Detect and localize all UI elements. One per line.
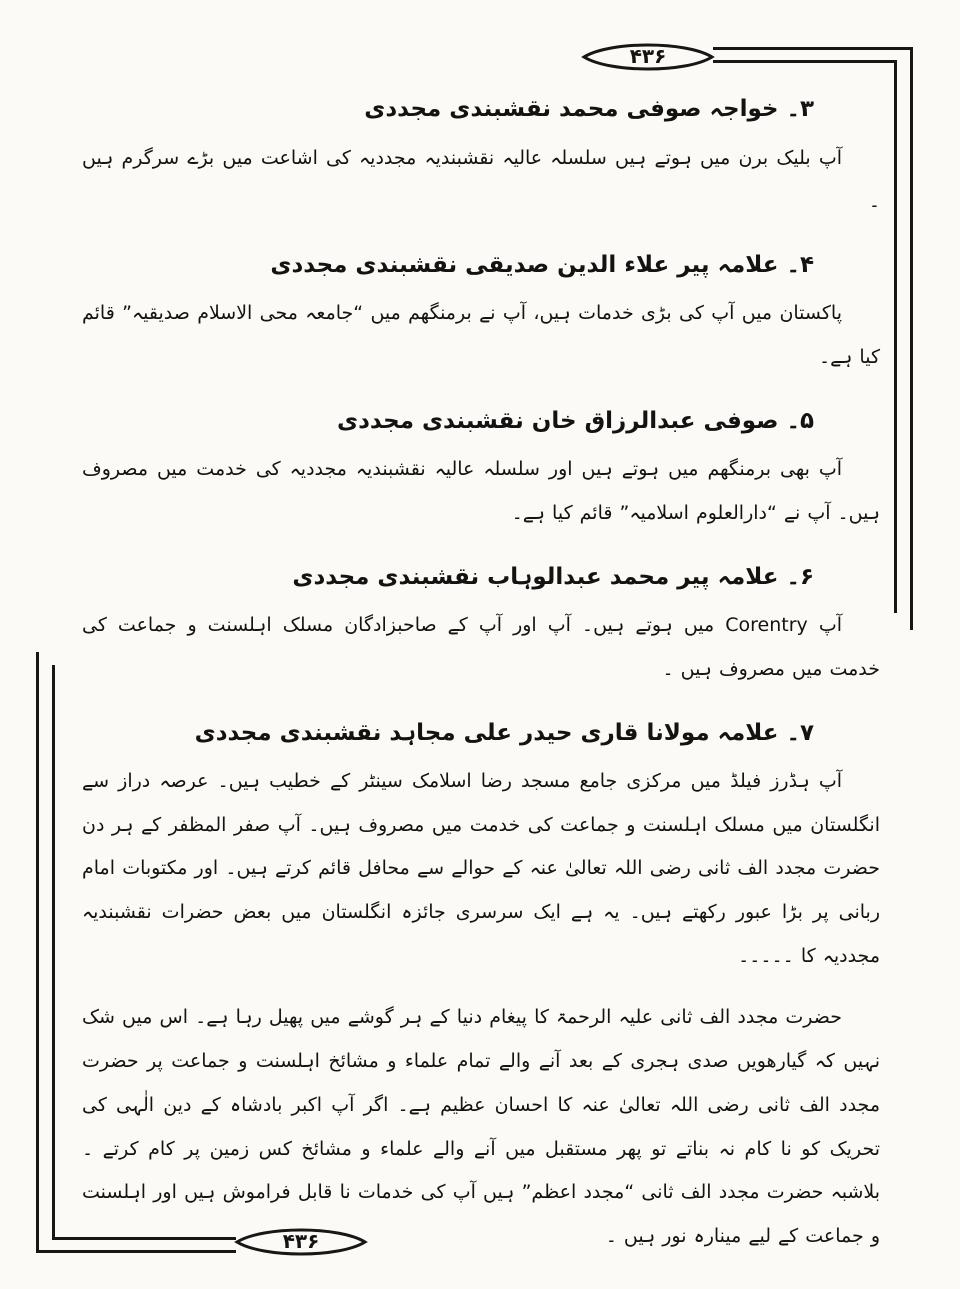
border-line-left-outer [36, 652, 39, 1253]
page-number-bottom: ۴۳۶ [282, 1229, 320, 1253]
section-heading-7: ۷۔ علامہ مولانا قاری حیدر علی مجاہد نقشبندی مجددی [194, 719, 814, 746]
section-heading-5: ۵۔ صوفی عبدالرزاق خان نقشبندی مجددی [336, 407, 814, 434]
section-heading-4: ۴۔ علامہ پیر علاء الدین صدیقی نقشبندی مجددی [270, 251, 814, 278]
border-line-top-inner [713, 60, 897, 63]
border-line-right-inner [894, 60, 897, 613]
page-content [82, 92, 880, 1259]
section-heading-6: ۶۔ علامہ پیر محمد عبدالوہاب نقشبندی مجددی [292, 563, 814, 590]
section-body-6: آپ Corentry میں ہوتے ہیں۔ آپ اور آپ کے صاحبزادگان مسلک اہلسنت و جماعت کی خدمت میں مصروف ہیں ۔ [82, 614, 880, 680]
section-body-7: آپ ہڈرز فیلڈ میں مرکزی جامع مسجد رضا اسلامک سینٹر کے خطیب ہیں۔ عرصہ دراز سے انگلستان میں مسلک اہلسنت و جماعت کی خدمت میں مصروف ہیں۔ آپ صفر المظفر کے ہر دن حضرت مجدد الف ثانی رضی اللہ تعالیٰ عنہ کے حوالے سے محافل قائم کرتے ہیں۔ اور مکتوبات امام ربانی پر بڑا عبور رکھتے ہیں۔ یہ ہے ایک سرسری جائزہ انگلستان میں بعض حضرات نقشبندیہ مجددیہ کا ۔۔۔۔۔ [82, 770, 880, 967]
border-line-left-inner [52, 665, 55, 1240]
border-line-top-outer [713, 47, 913, 50]
section-body-3: آپ بلیک برن میں ہوتے ہیں سلسلہ عالیہ نقشبندیہ مجددیہ کی اشاعت میں بڑے سرگرم ہیں ۔ [82, 146, 880, 213]
closing-paragraph: حضرت مجدد الف ثانی علیہ الرحمۃ کا پیغام دنیا کے ہر گوشے میں پھیل رہا ہے۔ اس میں شک نہیں کہ گیارھویں صدی ہجری کے بعد آنے والے تمام علماء و مشائخ اہلسنت و جماعت پر حضرت مجدد الف ثانی رضی اللہ تعالیٰ عنہ کا احسان عظیم ہے۔ اگر آپ اکبر بادشاہ کے دین الٰہی کی تحریک کو نا کام نہ بناتے تو پھر مستقبل میں آنے والے علماء و مشائخ کس زمین پر کام کرتے ۔ بلاشبہ حضرت مجدد الف ثانی “مجدد اعظم” ہیں آپ کی خدمات نا قابل فراموش ہیں اور اہلسنت و جماعت کے لیے مینارہ نور ہیں ۔ [82, 1006, 880, 1247]
section-body-4: پاکستان میں آپ کی بڑی خدمات ہیں، آپ نے برمنگھم میں “جامعہ محی الاسلام صدیقیہ” قائم کیا ہے۔ [82, 302, 880, 369]
page-number-top: ۴۳۶ [629, 44, 667, 68]
section-heading-3: ۳۔ خواجہ صوفی محمد نقشبندی مجددی [364, 96, 814, 122]
section-body-5: آپ بھی برمنگھم میں ہوتے ہیں اور سلسلہ عالیہ نقشبندیہ مجددیہ کی خدمت میں مصروف ہیں۔ آپ نے “دارالعلوم اسلامیہ” قائم کیا ہے۔ [82, 458, 880, 524]
border-line-right-outer [910, 47, 913, 630]
page-number-cartouche-top [580, 37, 716, 77]
